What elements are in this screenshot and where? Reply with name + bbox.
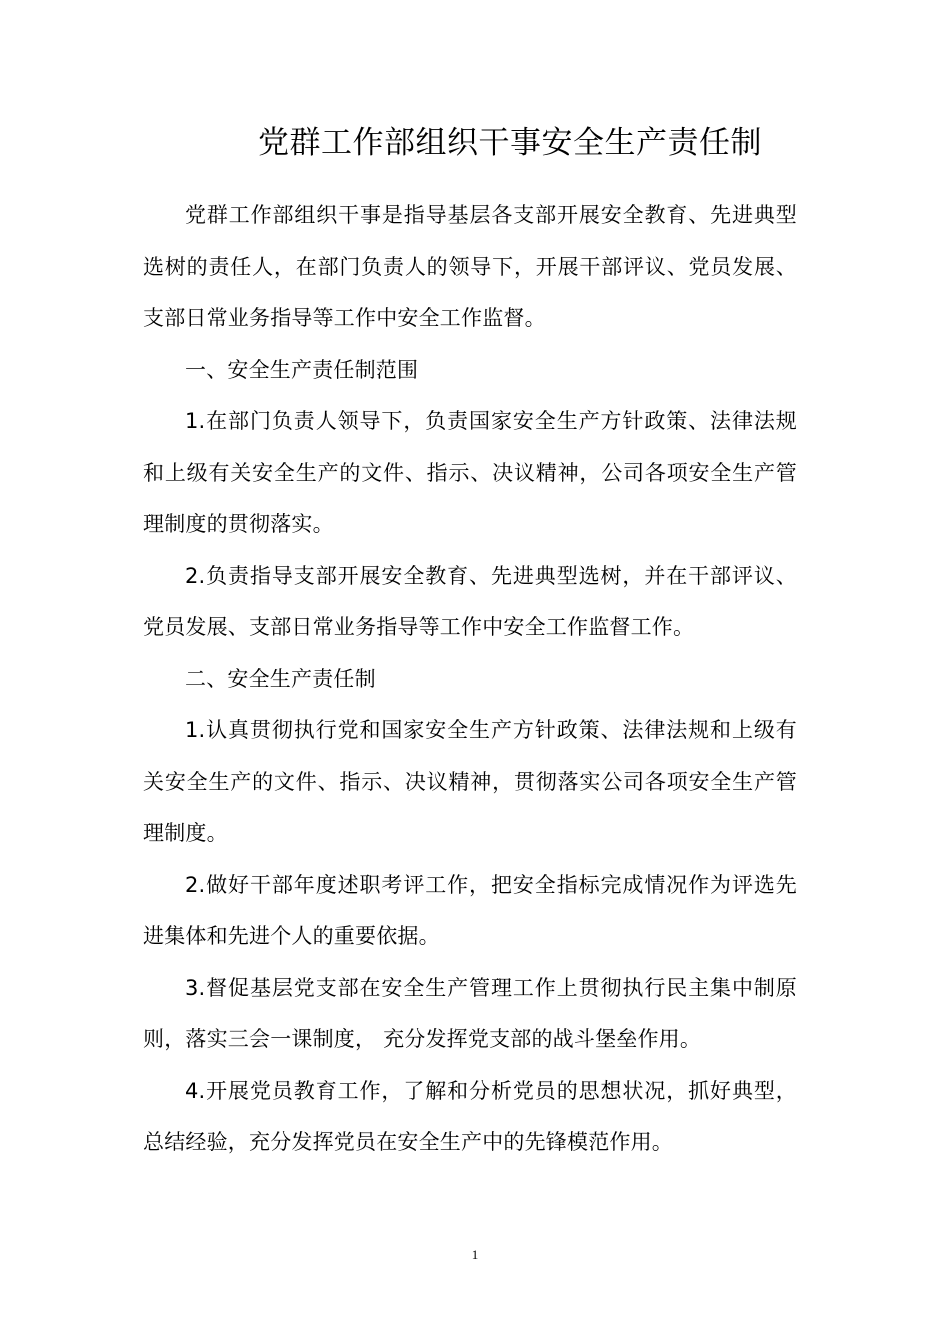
section-2-item: 2.做好干部年度述职考评工作，把安全指标完成情况作为评选先进集体和先进个人的重要依据。 <box>143 872 797 948</box>
section-1-item: 1.在部门负责人领导下，负责国家安全生产方针政策、法律法规和上级有关安全生产的文件、指示、决议精神，公司各项安全生产管理制度的贯彻落实。 <box>143 409 797 536</box>
section-2-item: 3.督促基层党支部在安全生产管理工作上贯彻执行民主集中制原则，落实三会一课制度， 充分发挥党支部的战斗堡垒作用。 <box>143 975 797 1051</box>
section-2-heading: 二、安全生产责任制 <box>185 666 376 691</box>
section-2-item: 4.开展党员教育工作，了解和分析党员的思想状况，抓好典型，总结经验，充分发挥党员在安全生产中的先锋模范作用。 <box>143 1078 797 1154</box>
intro-paragraph: 党群工作部组织干事是指导基层各支部开展安全教育、先进典型选树的责任人，在部门负责人的领导下，开展干部评议、党员发展、支部日常业务指导等工作中安全工作监督。 <box>143 203 797 330</box>
document-title: 党群工作部组织干事安全生产责任制 <box>258 125 762 161</box>
page-number: 1 <box>471 1247 479 1262</box>
section-1-item: 2.负责指导支部开展安全教育、先进典型选树，并在干部评议、党员发展、支部日常业务指导等工作中安全工作监督工作。 <box>143 563 797 639</box>
document-body <box>143 190 797 1169</box>
section-1-heading: 一、安全生产责任制范围 <box>185 357 419 382</box>
section-2-item: 1.认真贯彻执行党和国家安全生产方针政策、法律法规和上级有关安全生产的文件、指示、决议精神，贯彻落实公司各项安全生产管理制度。 <box>143 718 797 845</box>
